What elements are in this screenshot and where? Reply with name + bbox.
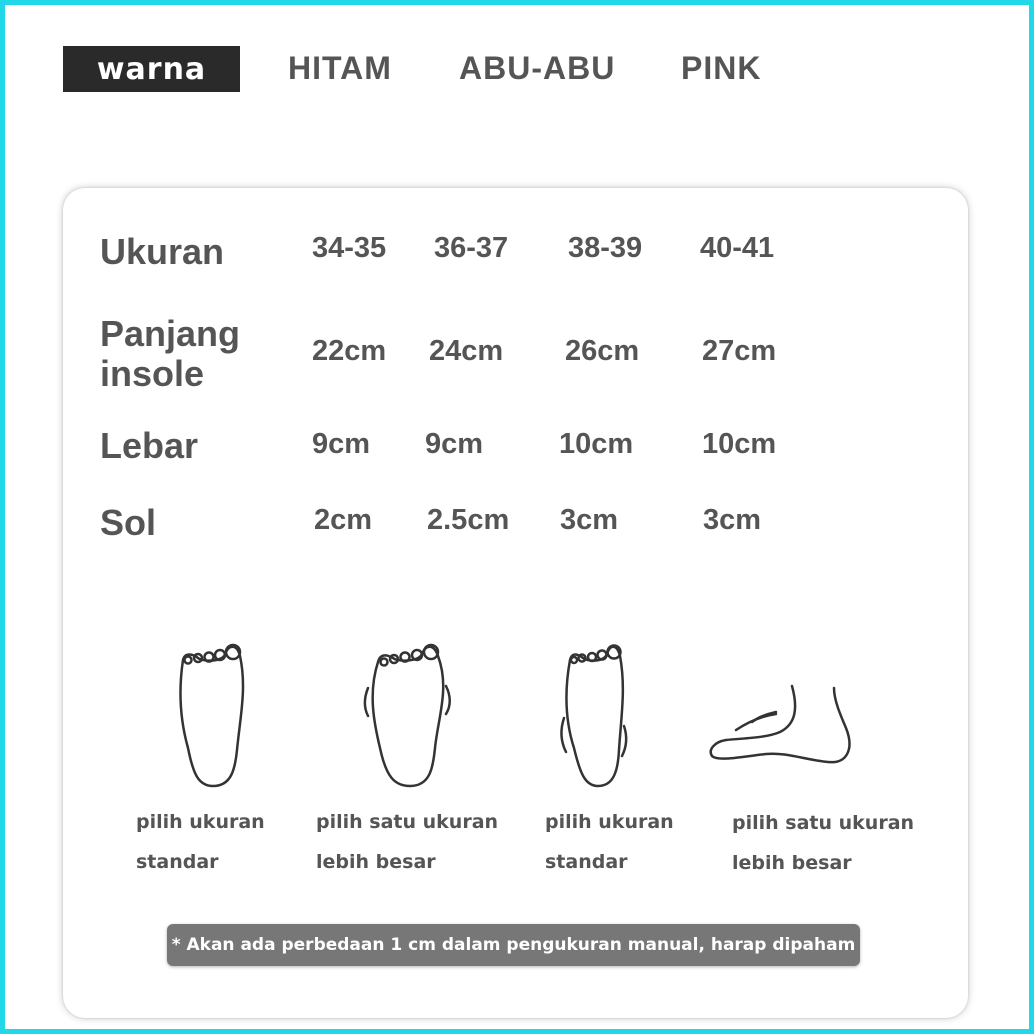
color-option-hitam[interactable]: HITAM <box>288 50 392 86</box>
foot-caption <box>136 802 336 882</box>
caption-line: lebih besar <box>316 851 436 873</box>
color-option-abu-abu[interactable]: ABU-ABU <box>459 50 616 86</box>
width-cell: 9cm <box>312 428 371 460</box>
color-option-pink[interactable]: PINK <box>681 50 762 86</box>
caption-line: standar <box>136 851 219 873</box>
caption-line: pilih ukuran <box>545 811 674 833</box>
insole-cell: 24cm <box>429 335 504 367</box>
size-cell: 36-37 <box>434 232 509 264</box>
row-label-lebar: Lebar <box>100 425 199 466</box>
foot-standard-icon <box>143 638 283 788</box>
measurement-note: * Akan ada perbedaan 1 cm dalam pengukuran manual, harap dipaham <box>167 924 860 966</box>
sole-cell: 3cm <box>560 504 619 536</box>
size-cell: 40-41 <box>700 232 775 264</box>
foot-high-arch-icon <box>706 638 856 788</box>
row-label-panjang-insole <box>100 314 240 394</box>
caption-line: lebih besar <box>732 852 852 874</box>
foot-caption <box>316 802 516 882</box>
insole-cell: 27cm <box>702 335 777 367</box>
foot-caption <box>732 803 932 883</box>
width-cell: 9cm <box>425 428 484 460</box>
caption-line: standar <box>545 851 628 873</box>
caption-line: pilih satu ukuran <box>316 811 499 833</box>
row-label-sol: Sol <box>100 502 157 543</box>
foot-narrow-icon <box>530 638 670 788</box>
caption-line: pilih satu ukuran <box>732 812 915 834</box>
insole-cell: 22cm <box>312 335 387 367</box>
size-cell: 34-35 <box>312 232 387 264</box>
sole-cell: 3cm <box>703 504 762 536</box>
row-label-line: Panjang <box>100 313 241 354</box>
sole-cell: 2.5cm <box>427 504 510 536</box>
insole-cell: 26cm <box>565 335 640 367</box>
size-cell: 38-39 <box>568 232 643 264</box>
width-cell: 10cm <box>702 428 777 460</box>
row-label-line: insole <box>100 353 205 394</box>
foot-caption <box>545 802 745 882</box>
foot-wide-icon <box>338 638 478 788</box>
caption-line: pilih ukuran <box>136 811 265 833</box>
row-label-ukuran: Ukuran <box>100 231 225 272</box>
sole-cell: 2cm <box>314 504 373 536</box>
color-label-tag: warna <box>63 46 240 92</box>
width-cell: 10cm <box>559 428 634 460</box>
